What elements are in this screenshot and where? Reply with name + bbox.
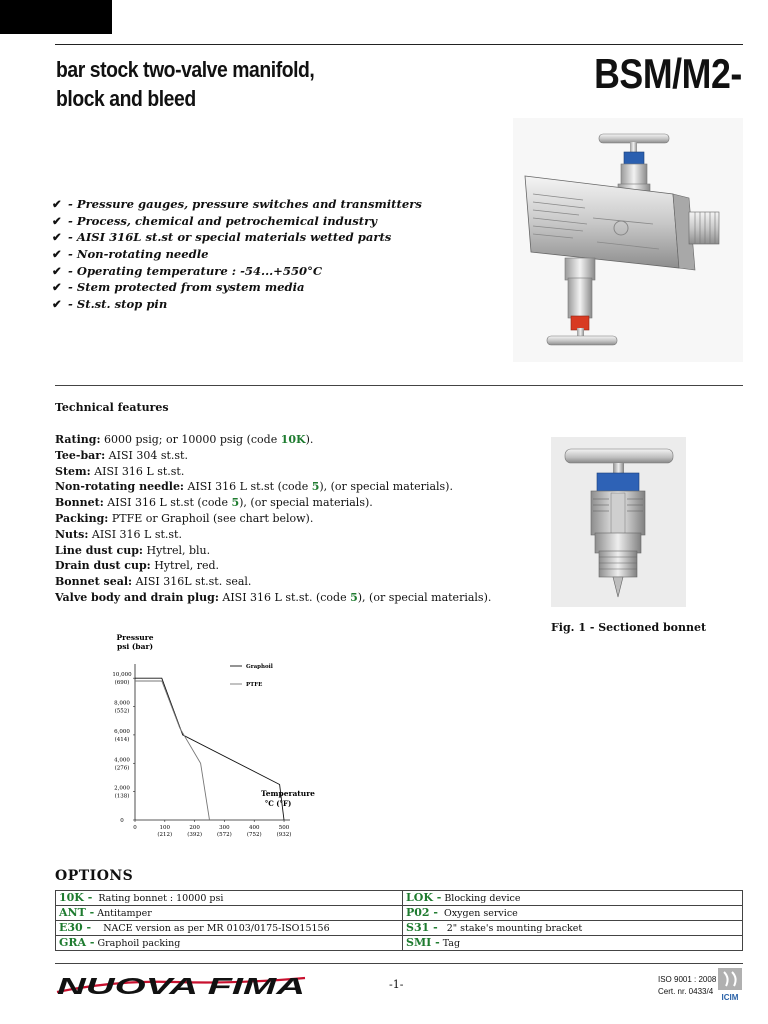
legend-label: Graphoil	[246, 664, 273, 670]
title-line-2: block and bleed	[56, 86, 196, 111]
feature-item: ✔ - Operating temperature : -54...+550°C	[52, 263, 323, 278]
feature-item: ✔ - AISI 316L st.st or special materials wetted parts	[52, 230, 392, 245]
product-title	[56, 55, 314, 113]
iso-standard: ISO 9001 : 2008	[658, 975, 717, 984]
option-code: SMI -	[406, 936, 440, 949]
y-tick-sublabel: (276)	[114, 765, 130, 772]
spec-valve-body: Valve body and drain plug: AISI 316 L st.st. (code 5), (or special materials).	[55, 590, 492, 604]
check-icon: ✔	[52, 297, 62, 312]
technical-spec-list	[55, 432, 491, 606]
section-divider	[55, 385, 743, 386]
feature-item: ✔ - Non-rotating needle	[52, 247, 209, 262]
page-number: -1-	[389, 978, 404, 991]
check-icon: ✔	[52, 263, 62, 278]
footer-divider	[55, 963, 743, 964]
x-tick-label: 300	[219, 825, 230, 831]
cert-number: Cert. nr. 0433/4	[658, 987, 714, 996]
y-axis-unit: psi (bar)	[116, 642, 154, 651]
spec-nuts: Nuts: AISI 316 L st.st.	[55, 527, 182, 541]
icim-text: ICIM	[721, 993, 739, 1002]
feature-list	[52, 196, 422, 313]
check-icon: ✔	[52, 213, 62, 228]
check-icon: ✔	[52, 247, 62, 262]
option-code: GRA -	[59, 936, 95, 949]
spec-rating: Rating: 6000 psig; or 10000 psig (code 10K).	[55, 433, 314, 446]
pressure-temperature-chart	[90, 628, 335, 850]
x-axis-unit: °C (°F)	[264, 799, 292, 808]
options-heading: OPTIONS	[55, 868, 134, 884]
table-row	[56, 936, 743, 951]
option-cell: LOK - Blocking device	[403, 891, 743, 906]
legend-label: PTFE	[246, 682, 263, 688]
technical-features-heading: Technical features	[55, 401, 169, 414]
header-divider	[55, 44, 743, 45]
spec-teebar: Tee-bar: AISI 304 st.st.	[55, 448, 188, 462]
option-cell: E30 - NACE version as per MR 0103/0175-ISO15156	[56, 921, 403, 936]
option-code: S31 -	[406, 921, 438, 934]
option-cell: S31 - 2" stake's mounting bracket	[403, 921, 743, 936]
spec-bonnet-seal: Bonnet seal: AISI 316L st.st. seal.	[55, 575, 252, 589]
x-tick-label: 400	[248, 825, 260, 831]
check-icon: ✔	[52, 197, 62, 211]
option-cell: P02 - Oxygen service	[403, 906, 743, 921]
option-cell: GRA - Graphoil packing	[56, 936, 403, 951]
spec-packing: Packing: PTFE or Graphoil (see chart below).	[55, 511, 314, 525]
table-row	[56, 891, 743, 906]
option-code: 10K -	[59, 891, 93, 904]
sectioned-bonnet-photo	[551, 437, 686, 607]
x-tick-label: 100	[159, 825, 171, 831]
y-tick-label: 4,000	[114, 757, 130, 764]
x-tick-sublabel: (932)	[276, 832, 292, 838]
title-line-1: bar stock two-valve manifold,	[56, 57, 315, 82]
x-tick-label: 0	[133, 825, 137, 831]
x-tick-sublabel: (572)	[217, 832, 232, 838]
y-tick-label: 10,000	[112, 672, 132, 679]
feature-item: ✔ - Process, chemical and petrochemical industry	[52, 213, 377, 228]
series-line-graphoil	[135, 678, 284, 820]
check-icon: ✔	[52, 280, 62, 295]
check-icon: ✔	[52, 230, 62, 245]
iso-certification	[658, 974, 716, 998]
nuova-fima-logo	[55, 972, 310, 998]
x-tick-sublabel: (212)	[157, 832, 173, 838]
x-axis-title: Temperature	[261, 789, 315, 798]
option-code: LOK -	[406, 891, 442, 904]
series-line-ptfe	[135, 681, 210, 820]
y-tick-label: 0	[120, 818, 124, 824]
feature-item: ✔ - Pressure gauges, pressure switches and transmitters	[52, 197, 422, 211]
manifold-product-photo	[513, 118, 743, 362]
y-tick-label: 8,000	[114, 700, 130, 707]
spec-stem: Stem: AISI 316 L st.st.	[55, 464, 185, 478]
figure-caption: Fig. 1 - Sectioned bonnet	[551, 621, 707, 634]
header-black-bar	[0, 0, 112, 34]
icim-logo	[716, 968, 744, 1002]
option-cell: ANT - Antitamper	[56, 906, 403, 921]
y-tick-sublabel: (552)	[114, 708, 130, 715]
x-tick-sublabel: (392)	[187, 832, 203, 838]
product-code: BSM/M2-	[594, 50, 742, 97]
spec-line-dust-cup: Line dust cup: Hytrel, blu.	[55, 543, 211, 557]
option-code: E30 -	[59, 921, 92, 934]
y-tick-label: 2,000	[114, 785, 130, 792]
option-code: ANT -	[59, 906, 95, 919]
table-row	[56, 921, 743, 936]
table-row	[56, 906, 743, 921]
x-tick-label: 200	[189, 825, 200, 831]
spec-bonnet: Bonnet: AISI 316 L st.st (code 5), (or special materials).	[55, 496, 373, 510]
spec-needle: Non-rotating needle: AISI 316 L st.st (code 5), (or special materials).	[55, 480, 453, 494]
option-code: P02 -	[406, 906, 438, 919]
option-cell: 10K - Rating bonnet : 10000 psi	[56, 891, 403, 906]
x-tick-sublabel: (752)	[246, 832, 262, 838]
x-tick-label: 500	[278, 825, 290, 831]
y-tick-label: 6,000	[114, 728, 130, 735]
options-table	[55, 890, 743, 951]
logo-text: NUOVA FIMA	[57, 973, 305, 998]
option-cell: SMI - Tag	[403, 936, 743, 951]
y-tick-sublabel: (690)	[114, 680, 130, 687]
feature-item: ✔ - St.st. stop pin	[52, 297, 168, 312]
y-tick-sublabel: (138)	[114, 793, 130, 800]
y-tick-sublabel: (414)	[114, 736, 130, 743]
spec-drain-dust-cup: Drain dust cup: Hytrel, red.	[55, 559, 220, 573]
feature-item: ✔ - Stem protected from system media	[52, 280, 305, 295]
y-axis-title: Pressure	[116, 633, 154, 642]
